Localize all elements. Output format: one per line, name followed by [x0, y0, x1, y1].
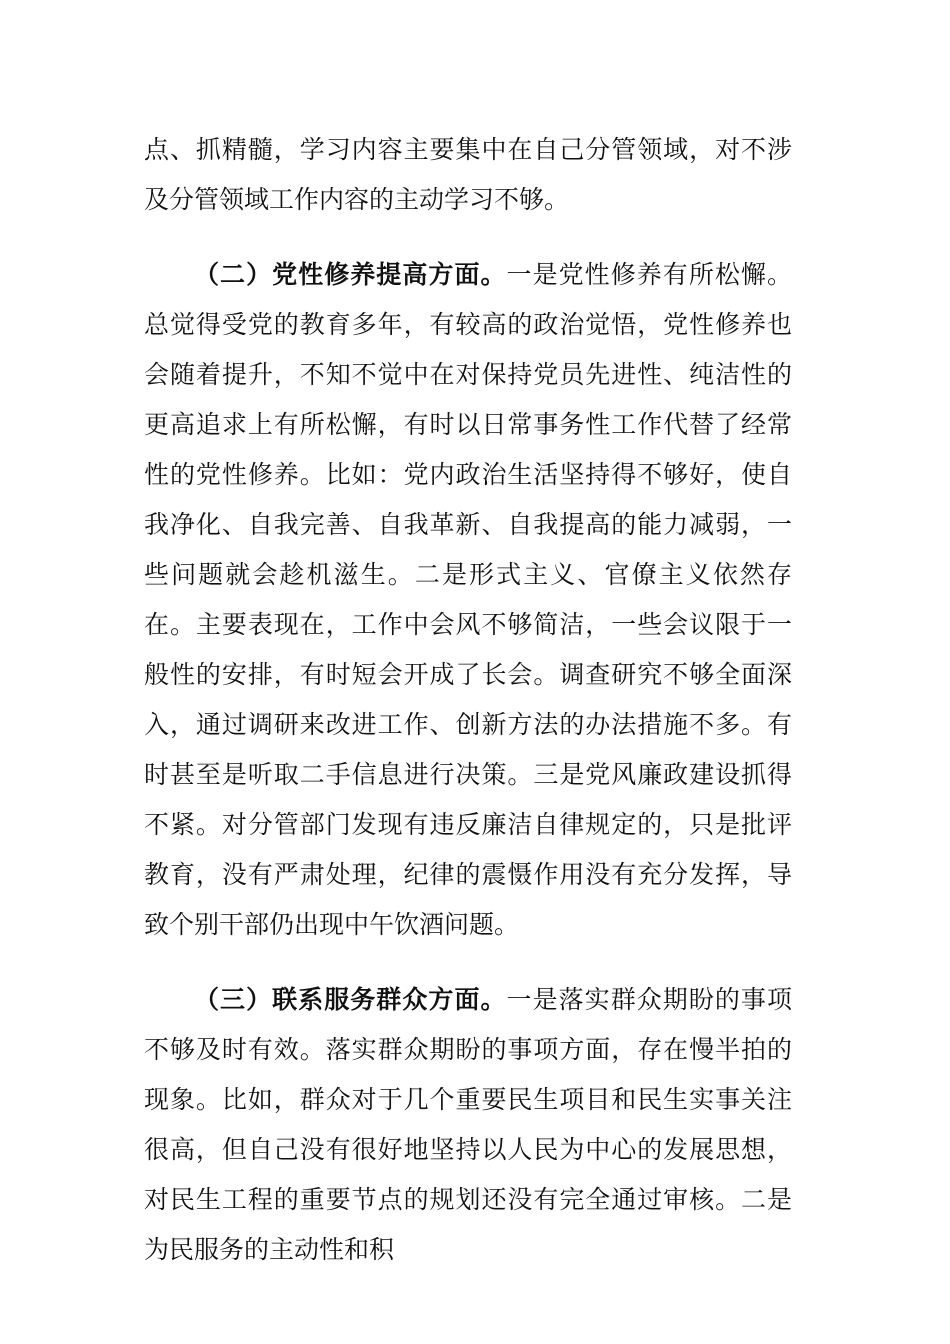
section-heading-serving-masses: （三）联系服务群众方面。: [194, 985, 507, 1014]
paragraph-2-text: 一是党性修养有所松懈。总觉得受党的教育多年，有较高的政治觉悟，党性修养也会随着提升，不知不觉中在对保持党员先进性、纯洁性的更高追求上有所松懈，有时以日常事务性工作代替了经常性的党性修养。比如：党内政治生活坚持得不够好，使自我净化、自我完善、自我革新、自我提高的能力减弱，一些问题就会趁机滋生。二是形式主义、官僚主义依然存在。主要表现在，工作中会风不够简洁，一些会议限于一般性的安排，有时短会开成了长会。调查研究不够全面深入，通过调研来改进工作、创新方法的办法措施不多。有时甚至是听取二手信息进行决策。三是党风廉政建设抓得不紧。对分管部门发现有违反廉洁自律规定的，只是批评教育，没有严肃处理，纪律的震慑作用没有充分发挥，导致个别干部仍出现中午饮酒问题。: [144, 260, 792, 939]
paragraph-serving-masses: [144, 975, 792, 1275]
document-body: [144, 125, 792, 1275]
paragraph-3-text: 一是落实群众期盼的事项不够及时有效。落实群众期盼的事项方面，存在慢半拍的现象。比如，群众对于几个重要民生项目和民生实事关注很高，但自己没有很好地坚持以人民为中心的发展思想，对民生工程的重要节点的规划还没有完全通过审核。二是为民服务的主动性和积: [144, 985, 792, 1264]
section-heading-party-spirit: （二）党性修养提高方面。: [194, 260, 507, 289]
paragraph-1-text: 点、抓精髓，学习内容主要集中在自己分管领域，对不涉及分管领域工作内容的主动学习不够。: [144, 135, 792, 214]
paragraph-party-spirit: [144, 250, 792, 950]
paragraph-continued: [144, 125, 792, 225]
